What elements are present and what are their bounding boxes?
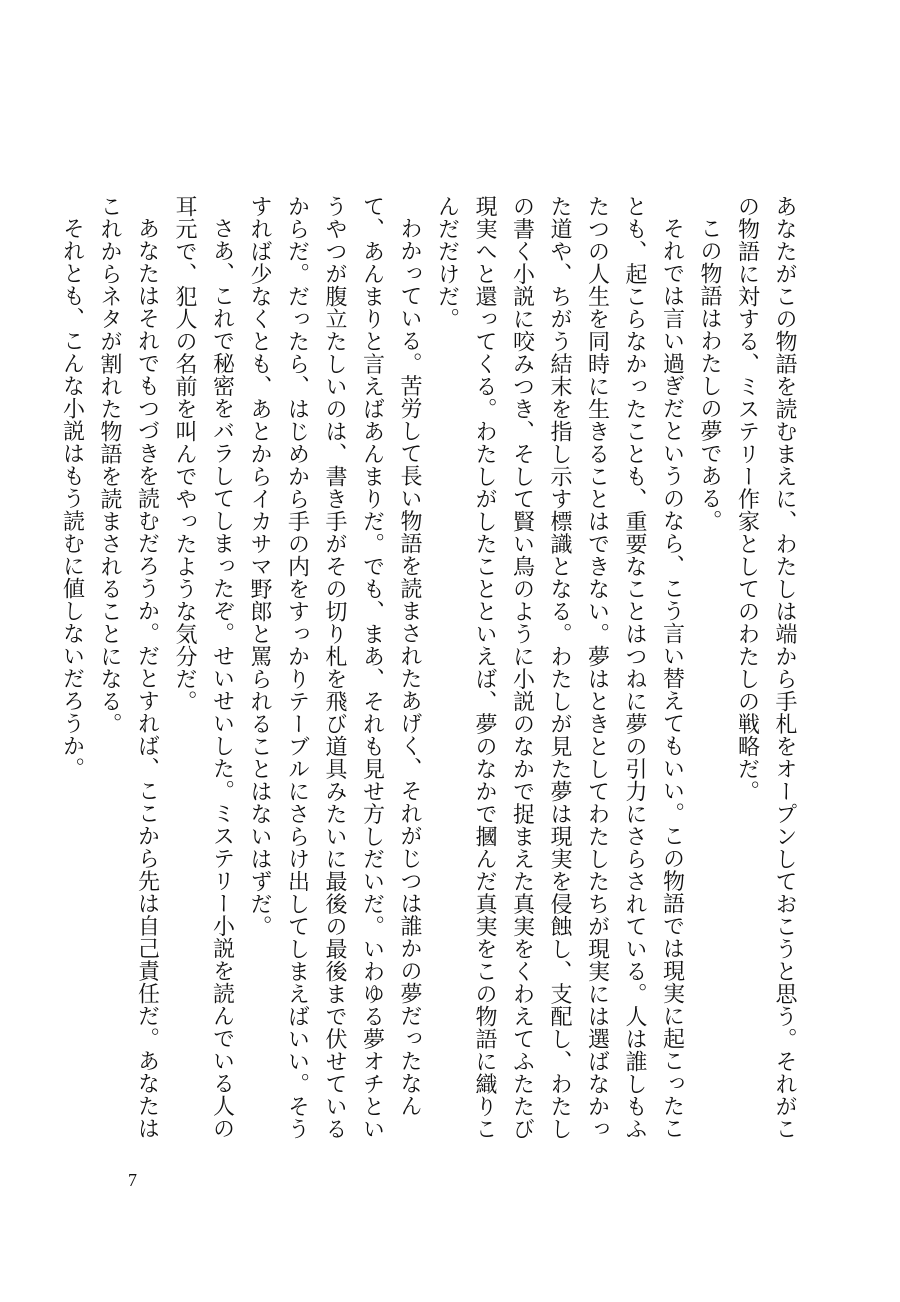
paragraph-4: わかっている。苦労して長い物語を読まされたあげく、それがじつは誰かの夢だったなんて、あんまりと言えばあんまりだ。でも、まあ、それも見せ方しだいだ。いわゆる夢オチというやつが腹立たしいのは、書き手がその切り札を飛び道具みたいに最後の最後まで伏せているからだ。だったら、はじめから手の内をすっかりテーブルにさらけ出してしまえばいい。そうすれば少なくとも、あとからイカサマ野郎と罵られることはないはずだ。: [247, 195, 422, 1140]
paragraph-2: この物語はわたしの夢である。: [697, 217, 722, 532]
paragraph-7: それとも、こんな小説はもう読むに値しないだろうか。: [59, 217, 85, 780]
paragraph-6: あなたはそれでもつづきを読むだろうか。だとすれば、ここから先は自己責任だ。あなたはこれからネタが割れた物語を読まされることになる。: [97, 195, 160, 1140]
page-number: 7: [128, 1170, 137, 1190]
paragraph-1: あなたがこの物語を読むまえに、わたしは端から手札をオープンしておこうと思う。それがこの物語に対する、ミステリー作家としてのわたしの戦略だ。: [734, 195, 797, 1140]
vertical-text-body: [59, 195, 803, 1150]
paragraph-5: さあ、これで秘密をバラしてしまったぞ。せいせいした。ミステリー小説を読んでいる人の耳元で、犯人の名前を叫んでやったような気分だ。: [172, 195, 235, 1140]
paragraph-3: それでは言い過ぎだというのなら、こう言い替えてもいい。この物語では現実に起こったことも、起こらなかったことも、重要なことはつねに夢の引力にさらされている。人は誰しもふたつの人生を同時に生きることはできない。夢はときとしてわたしたちが現実には選ばなかった道や、ちがう結末を指し示す標識となる。わたしが見た夢は現実を侵蝕し、支配し、わたしの書く小説に咬みつき、そして賢い鳥のように小説のなかで捉まえた真実をくわえてふたたび現実へと還ってくる。わたしがしたことといえば、夢のなかで摑んだ真実をこの物語に織りこんだだけだ。: [434, 195, 685, 1140]
